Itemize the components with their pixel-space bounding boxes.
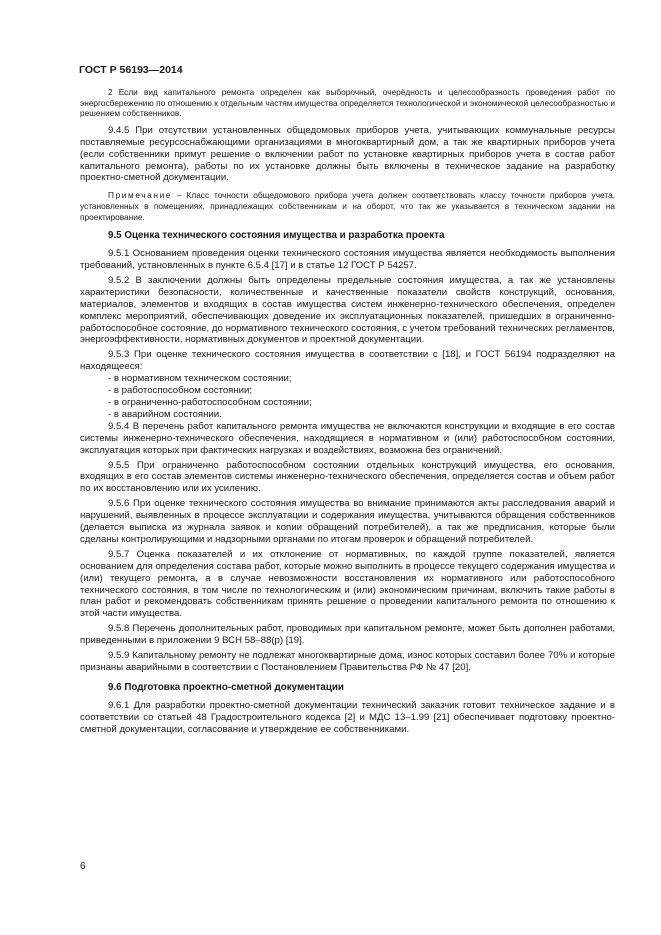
list-item: - в нормативном техническом состоянии;: [108, 373, 292, 385]
note-accuracy-class: [80, 190, 615, 222]
paragraph-9-5-2: 9.5.2 В заключении должны быть определены предельные состояния имущества, а так же установлены характеристики безопасности, количественные и качественные показатели свойств конструкций, основания, материалов, элементов и входящих в состав имущества систем инженерно-технического обеспечения, определен комплекс мероприятий, обеспечивающих доведение их эксплуатационных показателей, пришедших в ограниченно-работоспособное состояние, до нормативного технического состояния, с учетом требований технических регламентов, энергоэффективности, нормативных документов и проектной документации.: [80, 274, 615, 346]
paragraph-9-5-9: 9.5.9 Капитальному ремонту не подлежат многоквартирные дома, износ которых составил более 70% и которые признаны аварийными в соответствии с Постановлением Правительства РФ № 47 [20].: [80, 650, 615, 673]
note-label: Примечание: [108, 190, 173, 201]
paragraph-9-5-5: 9.5.5 При ограниченно работоспособном состоянии отдельных конструкций имущества, его основания, входящих в его состав элементов системы инженерно-технического обеспечения, определяется состав и объем работ по их восстановлению или их усилению.: [80, 459, 615, 495]
page-content: [80, 84, 615, 736]
paragraph-9-4-5: 9.4.5 При отсутствии установленных общедомовых приборов учета, учитывающих коммунальные ресурсы поставляемые ресурсоснабжающими организациями в многоквартирный дом, а так же квартирных приборов учета (если собственники примут решение о включении работ по установке квартирных приборов учета в состав работ капитального ремонта), работы по их установке должны быть включены в техническое задание на разработку проектно-сметной документации.: [80, 124, 615, 184]
paragraph-9-5-7: 9.5.7 Оценка показателей и их отклонение от нормативных, по каждой группе показателей, является основанием для определения состава работ, которые можно выполнить в процессе текущего содержания имущества и (или) текущего ремонта, а в случае невозможности восстановления их нормативного или работоспособного технического состояния, в том числе по технологическим и (или) экономическим причинам, включить такие работы в план работ и рекомендовать собственникам принять решение о проведении капитального ремонта по отношению к этой части имущества.: [80, 548, 615, 620]
section-heading-9-6: 9.6 Подготовка проектно-сметной документации: [108, 681, 344, 693]
page-number: 6: [80, 861, 86, 872]
list-item: - в ограниченно-работоспособном состоянии;: [108, 396, 312, 408]
document-id-header: ГОСТ Р 56193—2014: [79, 64, 183, 76]
list-item: - в аварийном состоянии.: [108, 408, 222, 420]
list-item: - в работоспособном состоянии;: [108, 385, 253, 397]
paragraph-9-5-6: 9.5.6 При оценке технического состояния имущества во внимание принимаются акты расследования аварий и нарушений, выявленных в процессе эксплуатации и содержания имущества, учитываются обращения собственников (делается выписка из журнала заявок и копии обращений потребителей), а так же предписания, которые были сделаны контролирующими и надзорными органами по итогам проверок и обращений потребителей.: [80, 498, 615, 545]
paragraph-9-5-3: 9.5.3 При оценке технического состояния имущества в соответствии с [18], и ГОСТ 56194 подразделяют на находящееся:: [80, 349, 615, 373]
paragraph-9-5-8: 9.5.8 Перечень дополнительных работ, проводимых при капитальном ремонте, может быть дополнен работами, приведенными в приложении 9 ВСН 58–88(р) [19].: [80, 623, 615, 647]
paragraph-9-6-1: 9.6.1 Для разработки проектно-сметной документации технический заказчик готовит техническое задание и в соответствии со статьей 48 Градостроительного кодекса [2] и МДС 13–1.99 [21] обеспечивает подготовку проектно-сметной документации, согласование и утверждение ее собственниками.: [80, 699, 615, 735]
note-2: 2 Если вид капитального ремонта определен как выборочный, очерёдность и целесообразность проведения работ по энергосбережению по отношению к отдельным частям имущества определяется технологической и экономической целесообразностью и решением собственников.: [80, 87, 615, 119]
paragraph-9-5-4: 9.5.4 В перечень работ капитального ремонта имущества не включаются конструкции и входящие в его состав системы инженерно-технического обеспечения, находящиеся в нормативном и (или) работоспособном состоянии, эксплуатация которых при фактических нагрузках и воздействиях, возможна без ограничений.: [80, 420, 615, 456]
note-text: – Класс точности общедомового прибора учета должен соответствовать классу точности приборов учета, установленных в помещениях, принадлежащих собственникам и на оборот, что так же указывается в техническом задании на проектирование.: [80, 190, 615, 222]
section-heading-9-5: 9.5 Оценка технического состояния имущества и разработка проекта: [108, 230, 445, 242]
paragraph-9-5-1: 9.5.1 Основанием проведения оценки технического состояния имущества является необходимость выполнения требований, установленных в пункте 6.5.4 [17] и в статье 12 ГОСТ Р 54257.: [80, 248, 615, 271]
